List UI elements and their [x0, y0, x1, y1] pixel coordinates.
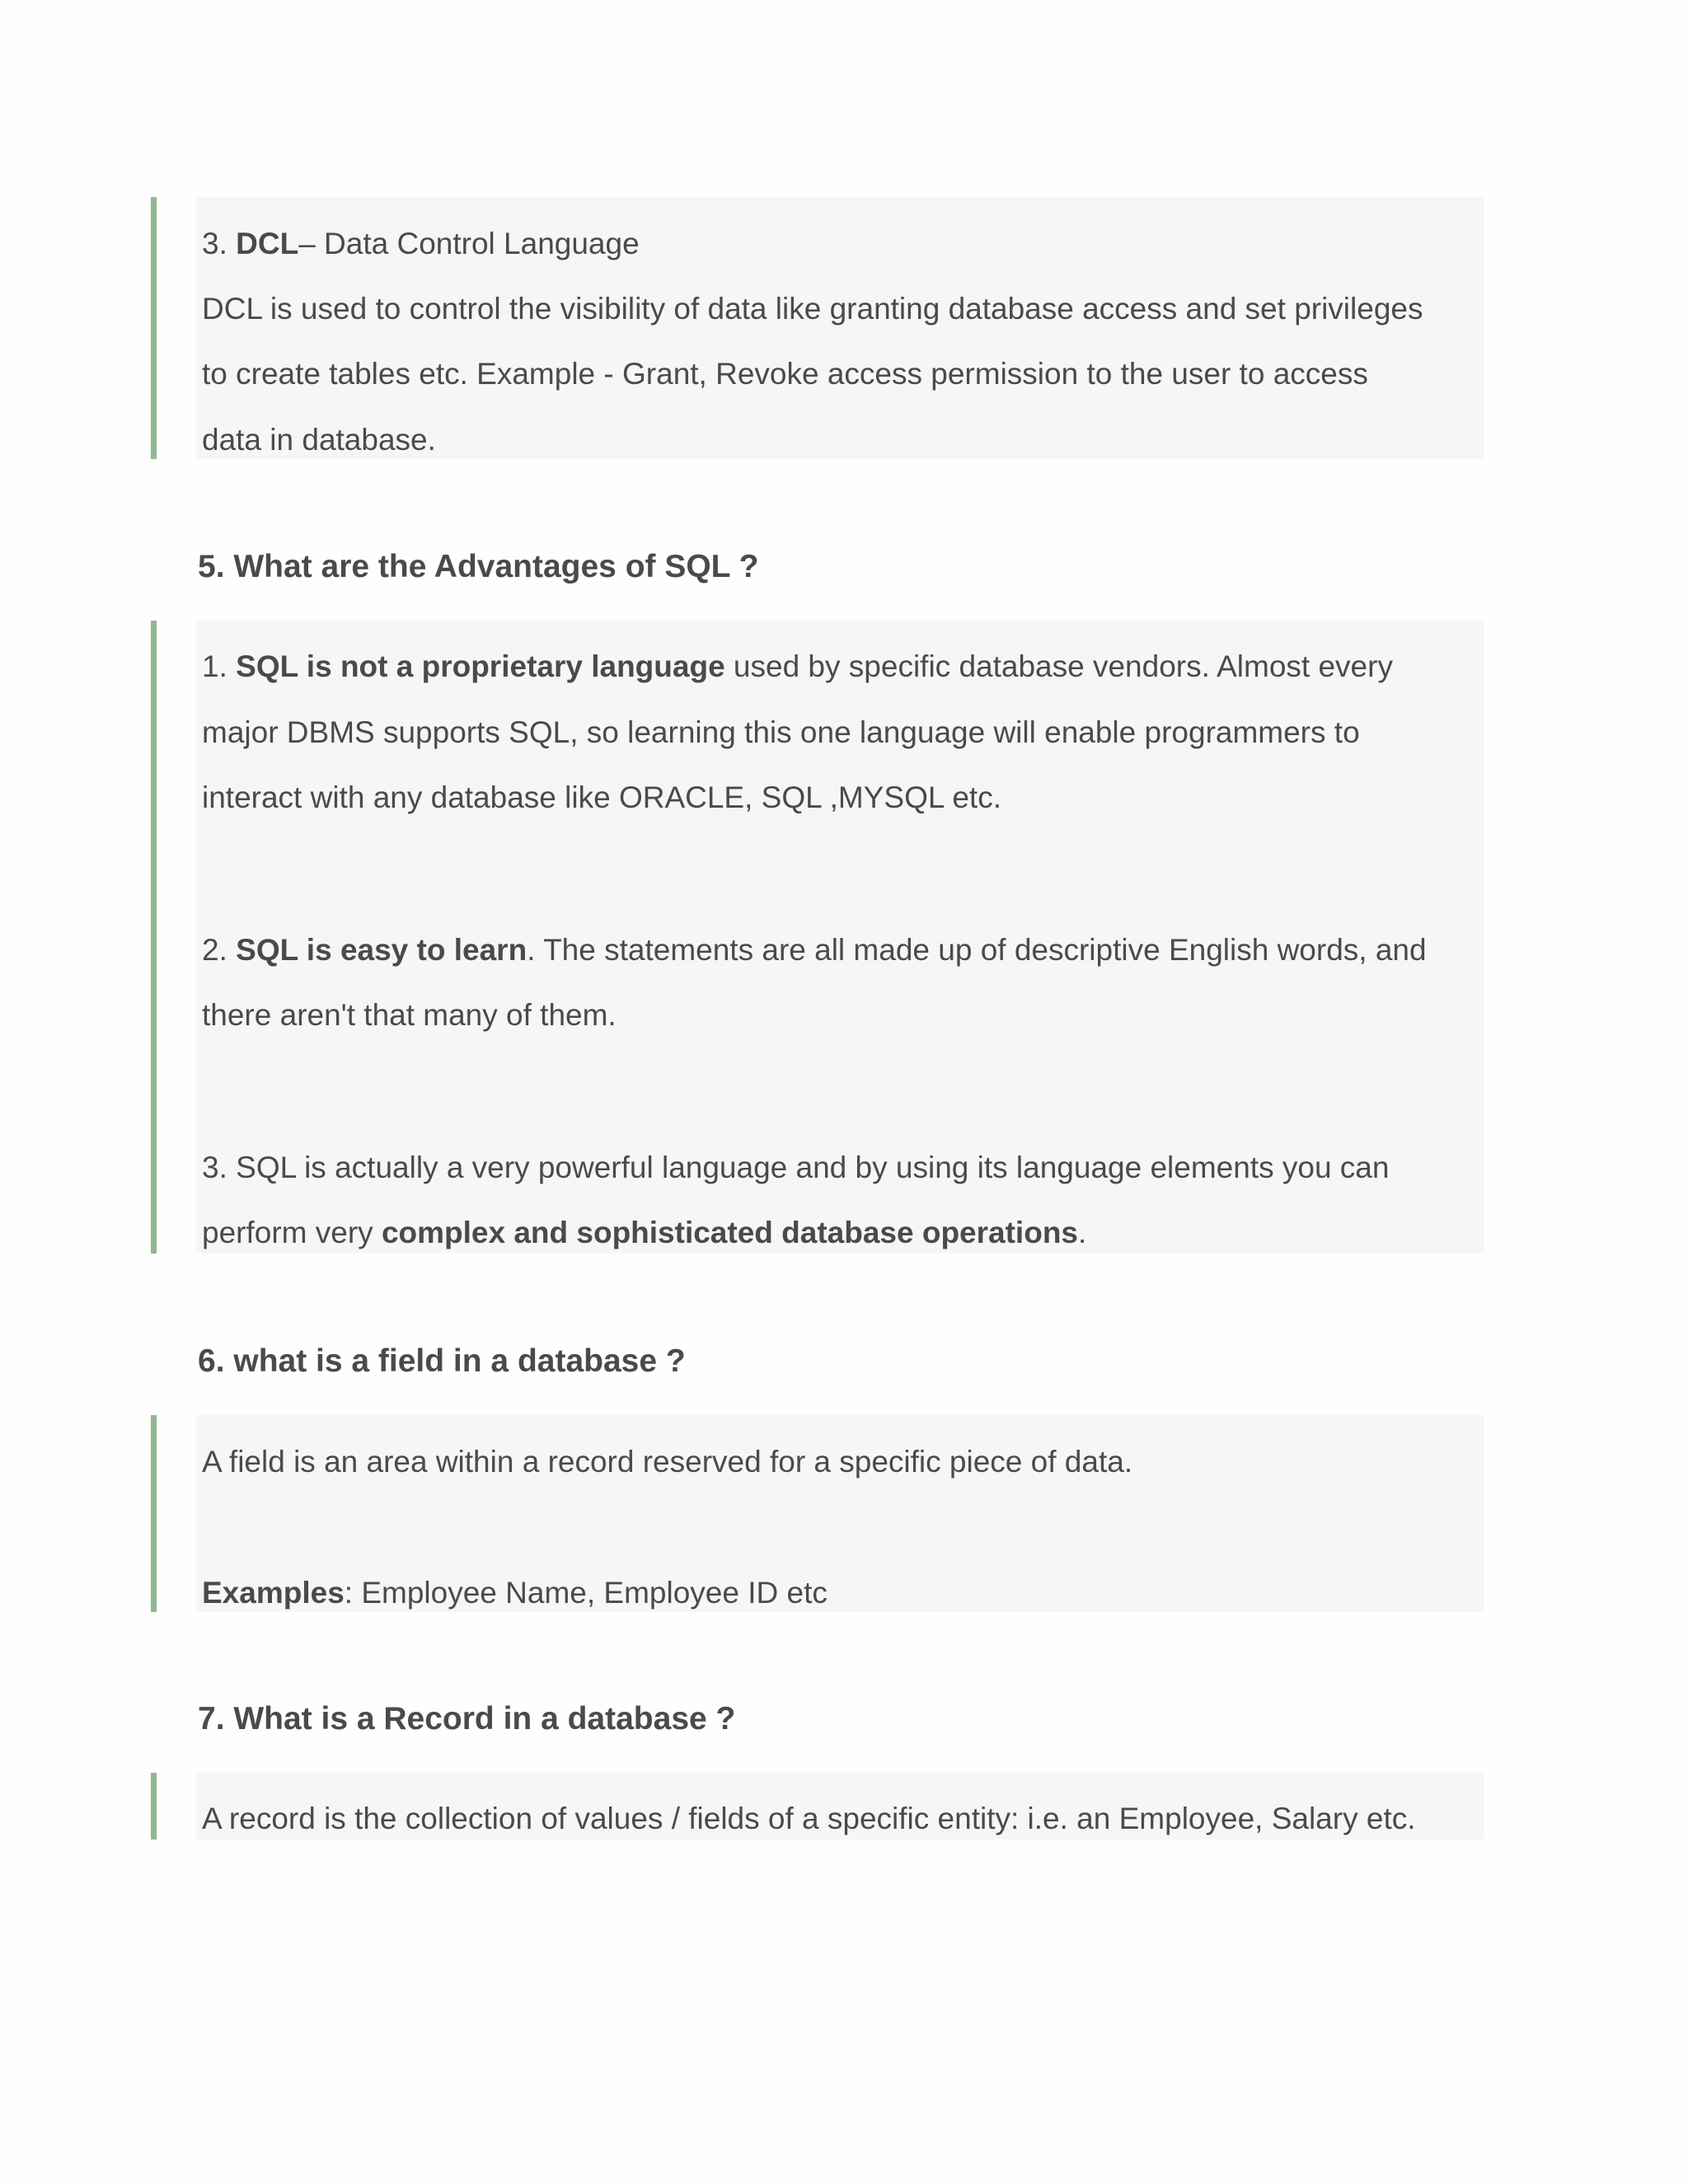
- field-examples: [202, 1575, 828, 1611]
- dcl-number: 3.: [202, 227, 237, 260]
- dcl-title: [202, 226, 640, 262]
- field-examples-label: Examples: [202, 1576, 345, 1610]
- advantage-2-number: 2.: [202, 933, 237, 967]
- quote-bar: [151, 197, 157, 459]
- quote-bar: [151, 1415, 157, 1612]
- dcl-line-3: data in database.: [202, 423, 436, 457]
- advantage-1-line-1: [202, 649, 1393, 685]
- advantage-3-line-2: [202, 1215, 1086, 1251]
- advantage-1-bold: SQL is not a proprietary language: [236, 649, 725, 683]
- field-examples-text: : Employee Name, Employee ID etc: [344, 1576, 828, 1610]
- advantage-2-line-1: [202, 932, 1427, 968]
- q6-heading: 6. what is a field in a database ?: [198, 1343, 686, 1379]
- advantage-2-line-2: there aren't that many of them.: [202, 998, 617, 1032]
- dcl-title-rest: – Data Control Language: [298, 227, 640, 260]
- advantage-3-pre: perform very: [202, 1216, 382, 1249]
- q7-heading: 7. What is a Record in a database ?: [198, 1701, 736, 1736]
- advantage-1-line-3: interact with any database like ORACLE, SQL ,MYSQL etc.: [202, 780, 1001, 814]
- quote-bar: [151, 1773, 157, 1840]
- field-definition: A field is an area within a record reserved for a specific piece of data.: [202, 1445, 1133, 1479]
- advantage-1-line-2: major DBMS supports SQL, so learning this one language will enable programmers to: [202, 715, 1360, 749]
- advantage-1-number: 1.: [202, 649, 237, 683]
- advantage-3-bold: complex and sophisticated database operations: [381, 1216, 1078, 1249]
- dcl-line-1: DCL is used to control the visibility of data like granting database access and set privileges: [202, 292, 1423, 326]
- advantage-1-rest: used by specific database vendors. Almost every: [724, 649, 1393, 683]
- advantage-3-line-1: 3. SQL is actually a very powerful language and by using its language elements you can: [202, 1151, 1390, 1184]
- advantage-2-rest: . The statements are all made up of descriptive English words, and: [527, 933, 1427, 967]
- advantage-2-bold: SQL is easy to learn: [236, 933, 528, 967]
- dcl-line-2: to create tables etc. Example - Grant, Revoke access permission to the user to access: [202, 357, 1368, 391]
- dcl-term: DCL: [236, 227, 299, 260]
- quote-bar: [151, 621, 157, 1254]
- record-definition: A record is the collection of values / fields of a specific entity: i.e. an Employee, Salary etc.: [202, 1802, 1416, 1835]
- q5-heading: 5. What are the Advantages of SQL ?: [198, 549, 759, 584]
- advantage-3-post: .: [1078, 1216, 1087, 1249]
